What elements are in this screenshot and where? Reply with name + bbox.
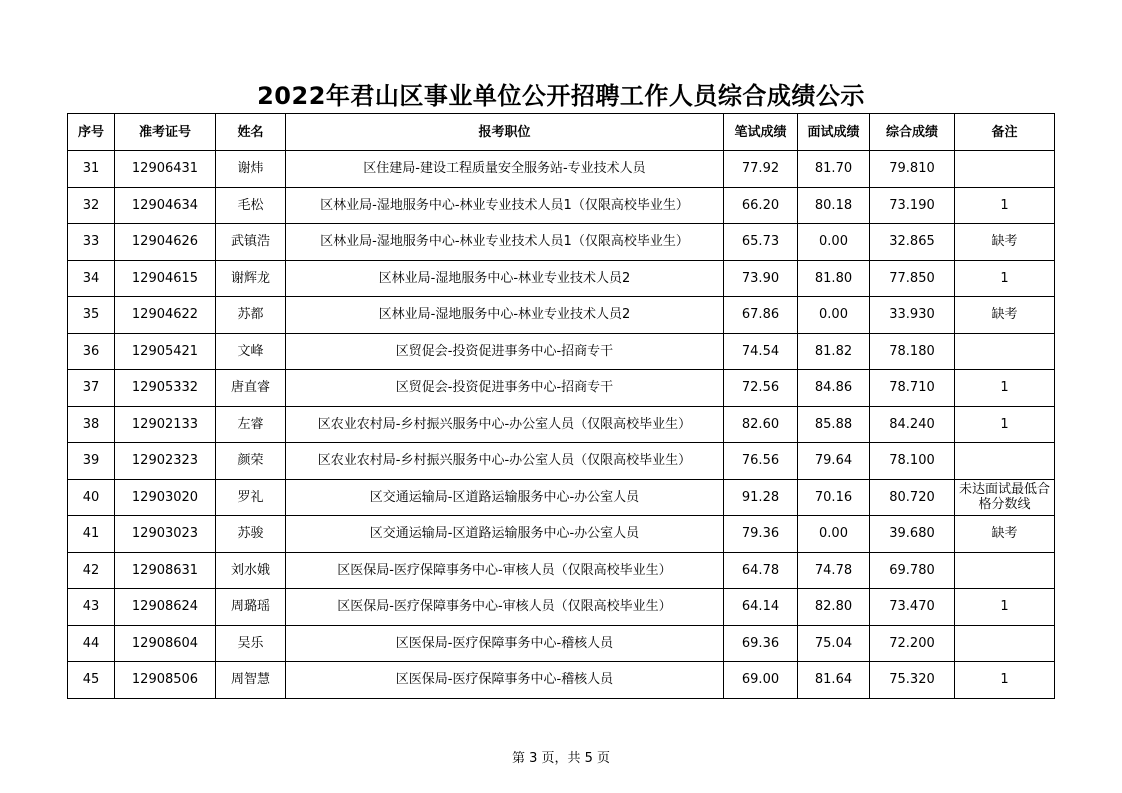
cell-position: 区医保局-医疗保障事务中心-审核人员（仅限高校毕业生） [286, 552, 724, 589]
cell-ticket: 12903023 [115, 516, 216, 553]
cell-position: 区交通运输局-区道路运输服务中心-办公室人员 [286, 516, 724, 553]
cell-note: 缺考 [955, 297, 1055, 334]
cell-interview: 80.18 [798, 187, 870, 224]
cell-written: 76.56 [724, 443, 798, 480]
cell-name: 罗礼 [216, 479, 286, 516]
cell-total: 72.200 [870, 625, 955, 662]
cell-note: 1 [955, 187, 1055, 224]
cell-interview: 84.86 [798, 370, 870, 407]
cell-total: 75.320 [870, 662, 955, 699]
cell-position: 区贸促会-投资促进事务中心-招商专干 [286, 370, 724, 407]
cell-ticket: 12904615 [115, 260, 216, 297]
cell-total: 78.180 [870, 333, 955, 370]
cell-interview: 79.64 [798, 443, 870, 480]
cell-position: 区贸促会-投资促进事务中心-招商专干 [286, 333, 724, 370]
cell-seq: 36 [68, 333, 115, 370]
cell-position: 区林业局-湿地服务中心-林业专业技术人员1（仅限高校毕业生） [286, 187, 724, 224]
cell-seq: 33 [68, 224, 115, 261]
header-row [68, 114, 1055, 151]
cell-written: 64.78 [724, 552, 798, 589]
header-seq: 序号 [68, 114, 115, 151]
table-row [68, 662, 1055, 699]
cell-seq: 38 [68, 406, 115, 443]
cell-note: 缺考 [955, 224, 1055, 261]
cell-total: 32.865 [870, 224, 955, 261]
cell-written: 65.73 [724, 224, 798, 261]
table-row [68, 625, 1055, 662]
cell-position: 区林业局-湿地服务中心-林业专业技术人员1（仅限高校毕业生） [286, 224, 724, 261]
cell-note [955, 443, 1055, 480]
table-row [68, 479, 1055, 516]
table-row [68, 224, 1055, 261]
cell-interview: 0.00 [798, 297, 870, 334]
cell-written: 77.92 [724, 151, 798, 188]
cell-total: 33.930 [870, 297, 955, 334]
cell-written: 66.20 [724, 187, 798, 224]
score-table [67, 113, 1055, 699]
header-written: 笔试成绩 [724, 114, 798, 151]
cell-ticket: 12908506 [115, 662, 216, 699]
cell-written: 73.90 [724, 260, 798, 297]
cell-position: 区住建局-建设工程质量安全服务站-专业技术人员 [286, 151, 724, 188]
cell-name: 苏都 [216, 297, 286, 334]
cell-note: 1 [955, 260, 1055, 297]
cell-note: 1 [955, 370, 1055, 407]
cell-seq: 31 [68, 151, 115, 188]
cell-interview: 0.00 [798, 516, 870, 553]
cell-name: 周璐瑶 [216, 589, 286, 626]
cell-written: 69.00 [724, 662, 798, 699]
cell-total: 39.680 [870, 516, 955, 553]
cell-seq: 43 [68, 589, 115, 626]
cell-note [955, 552, 1055, 589]
cell-position: 区农业农村局-乡村振兴服务中心-办公室人员（仅限高校毕业生） [286, 443, 724, 480]
cell-name: 谢辉龙 [216, 260, 286, 297]
cell-name: 颜荣 [216, 443, 286, 480]
header-note: 备注 [955, 114, 1055, 151]
table-row [68, 552, 1055, 589]
cell-total: 80.720 [870, 479, 955, 516]
cell-position: 区医保局-医疗保障事务中心-稽核人员 [286, 625, 724, 662]
cell-position: 区交通运输局-区道路运输服务中心-办公室人员 [286, 479, 724, 516]
cell-interview: 74.78 [798, 552, 870, 589]
cell-ticket: 12905421 [115, 333, 216, 370]
cell-written: 91.28 [724, 479, 798, 516]
cell-interview: 0.00 [798, 224, 870, 261]
table-row [68, 333, 1055, 370]
cell-total: 73.470 [870, 589, 955, 626]
cell-name: 吴乐 [216, 625, 286, 662]
cell-interview: 81.70 [798, 151, 870, 188]
cell-interview: 81.64 [798, 662, 870, 699]
cell-name: 刘水娥 [216, 552, 286, 589]
cell-name: 谢炜 [216, 151, 286, 188]
table-row [68, 151, 1055, 188]
cell-ticket: 12904626 [115, 224, 216, 261]
cell-seq: 32 [68, 187, 115, 224]
cell-name: 文峰 [216, 333, 286, 370]
cell-ticket: 12902323 [115, 443, 216, 480]
cell-note: 未达面试最低合格分数线 [955, 479, 1055, 516]
cell-seq: 41 [68, 516, 115, 553]
cell-note [955, 333, 1055, 370]
cell-interview: 82.80 [798, 589, 870, 626]
cell-seq: 42 [68, 552, 115, 589]
cell-total: 84.240 [870, 406, 955, 443]
cell-ticket: 12905332 [115, 370, 216, 407]
cell-position: 区农业农村局-乡村振兴服务中心-办公室人员（仅限高校毕业生） [286, 406, 724, 443]
cell-name: 周智慧 [216, 662, 286, 699]
cell-total: 77.850 [870, 260, 955, 297]
cell-note [955, 151, 1055, 188]
cell-ticket: 12908624 [115, 589, 216, 626]
page-number: 第 3 页，共 5 页 [511, 751, 611, 766]
cell-ticket: 12903020 [115, 479, 216, 516]
table-row [68, 406, 1055, 443]
cell-interview: 85.88 [798, 406, 870, 443]
cell-interview: 81.80 [798, 260, 870, 297]
table-row [68, 260, 1055, 297]
cell-name: 唐直睿 [216, 370, 286, 407]
cell-written: 67.86 [724, 297, 798, 334]
page-title: 2022年君山区事业单位公开招聘工作人员综合成绩公示 [257, 82, 865, 110]
cell-ticket: 12902133 [115, 406, 216, 443]
cell-interview: 70.16 [798, 479, 870, 516]
cell-seq: 39 [68, 443, 115, 480]
header-total: 综合成绩 [870, 114, 955, 151]
cell-written: 69.36 [724, 625, 798, 662]
table-row [68, 187, 1055, 224]
cell-seq: 35 [68, 297, 115, 334]
cell-note: 缺考 [955, 516, 1055, 553]
table-row [68, 443, 1055, 480]
header-position: 报考职位 [286, 114, 724, 151]
cell-written: 72.56 [724, 370, 798, 407]
cell-seq: 44 [68, 625, 115, 662]
cell-position: 区医保局-医疗保障事务中心-审核人员（仅限高校毕业生） [286, 589, 724, 626]
cell-seq: 45 [68, 662, 115, 699]
cell-ticket: 12906431 [115, 151, 216, 188]
cell-name: 左睿 [216, 406, 286, 443]
header-ticket: 准考证号 [115, 114, 216, 151]
cell-note [955, 625, 1055, 662]
cell-written: 79.36 [724, 516, 798, 553]
cell-ticket: 12904622 [115, 297, 216, 334]
cell-written: 74.54 [724, 333, 798, 370]
cell-ticket: 12908604 [115, 625, 216, 662]
table-row [68, 297, 1055, 334]
table-row [68, 516, 1055, 553]
cell-name: 武镇浩 [216, 224, 286, 261]
header-interview: 面试成绩 [798, 114, 870, 151]
table-row [68, 589, 1055, 626]
cell-note: 1 [955, 589, 1055, 626]
table-body [68, 151, 1055, 699]
cell-note: 1 [955, 662, 1055, 699]
cell-interview: 75.04 [798, 625, 870, 662]
cell-seq: 37 [68, 370, 115, 407]
cell-name: 毛松 [216, 187, 286, 224]
cell-position: 区林业局-湿地服务中心-林业专业技术人员2 [286, 297, 724, 334]
cell-total: 79.810 [870, 151, 955, 188]
cell-total: 78.100 [870, 443, 955, 480]
cell-total: 69.780 [870, 552, 955, 589]
table-row [68, 370, 1055, 407]
cell-interview: 81.82 [798, 333, 870, 370]
cell-written: 64.14 [724, 589, 798, 626]
cell-name: 苏骏 [216, 516, 286, 553]
cell-ticket: 12904634 [115, 187, 216, 224]
cell-position: 区林业局-湿地服务中心-林业专业技术人员2 [286, 260, 724, 297]
cell-position: 区医保局-医疗保障事务中心-稽核人员 [286, 662, 724, 699]
cell-total: 73.190 [870, 187, 955, 224]
cell-ticket: 12908631 [115, 552, 216, 589]
cell-total: 78.710 [870, 370, 955, 407]
header-name: 姓名 [216, 114, 286, 151]
cell-seq: 34 [68, 260, 115, 297]
cell-seq: 40 [68, 479, 115, 516]
cell-note: 1 [955, 406, 1055, 443]
cell-written: 82.60 [724, 406, 798, 443]
